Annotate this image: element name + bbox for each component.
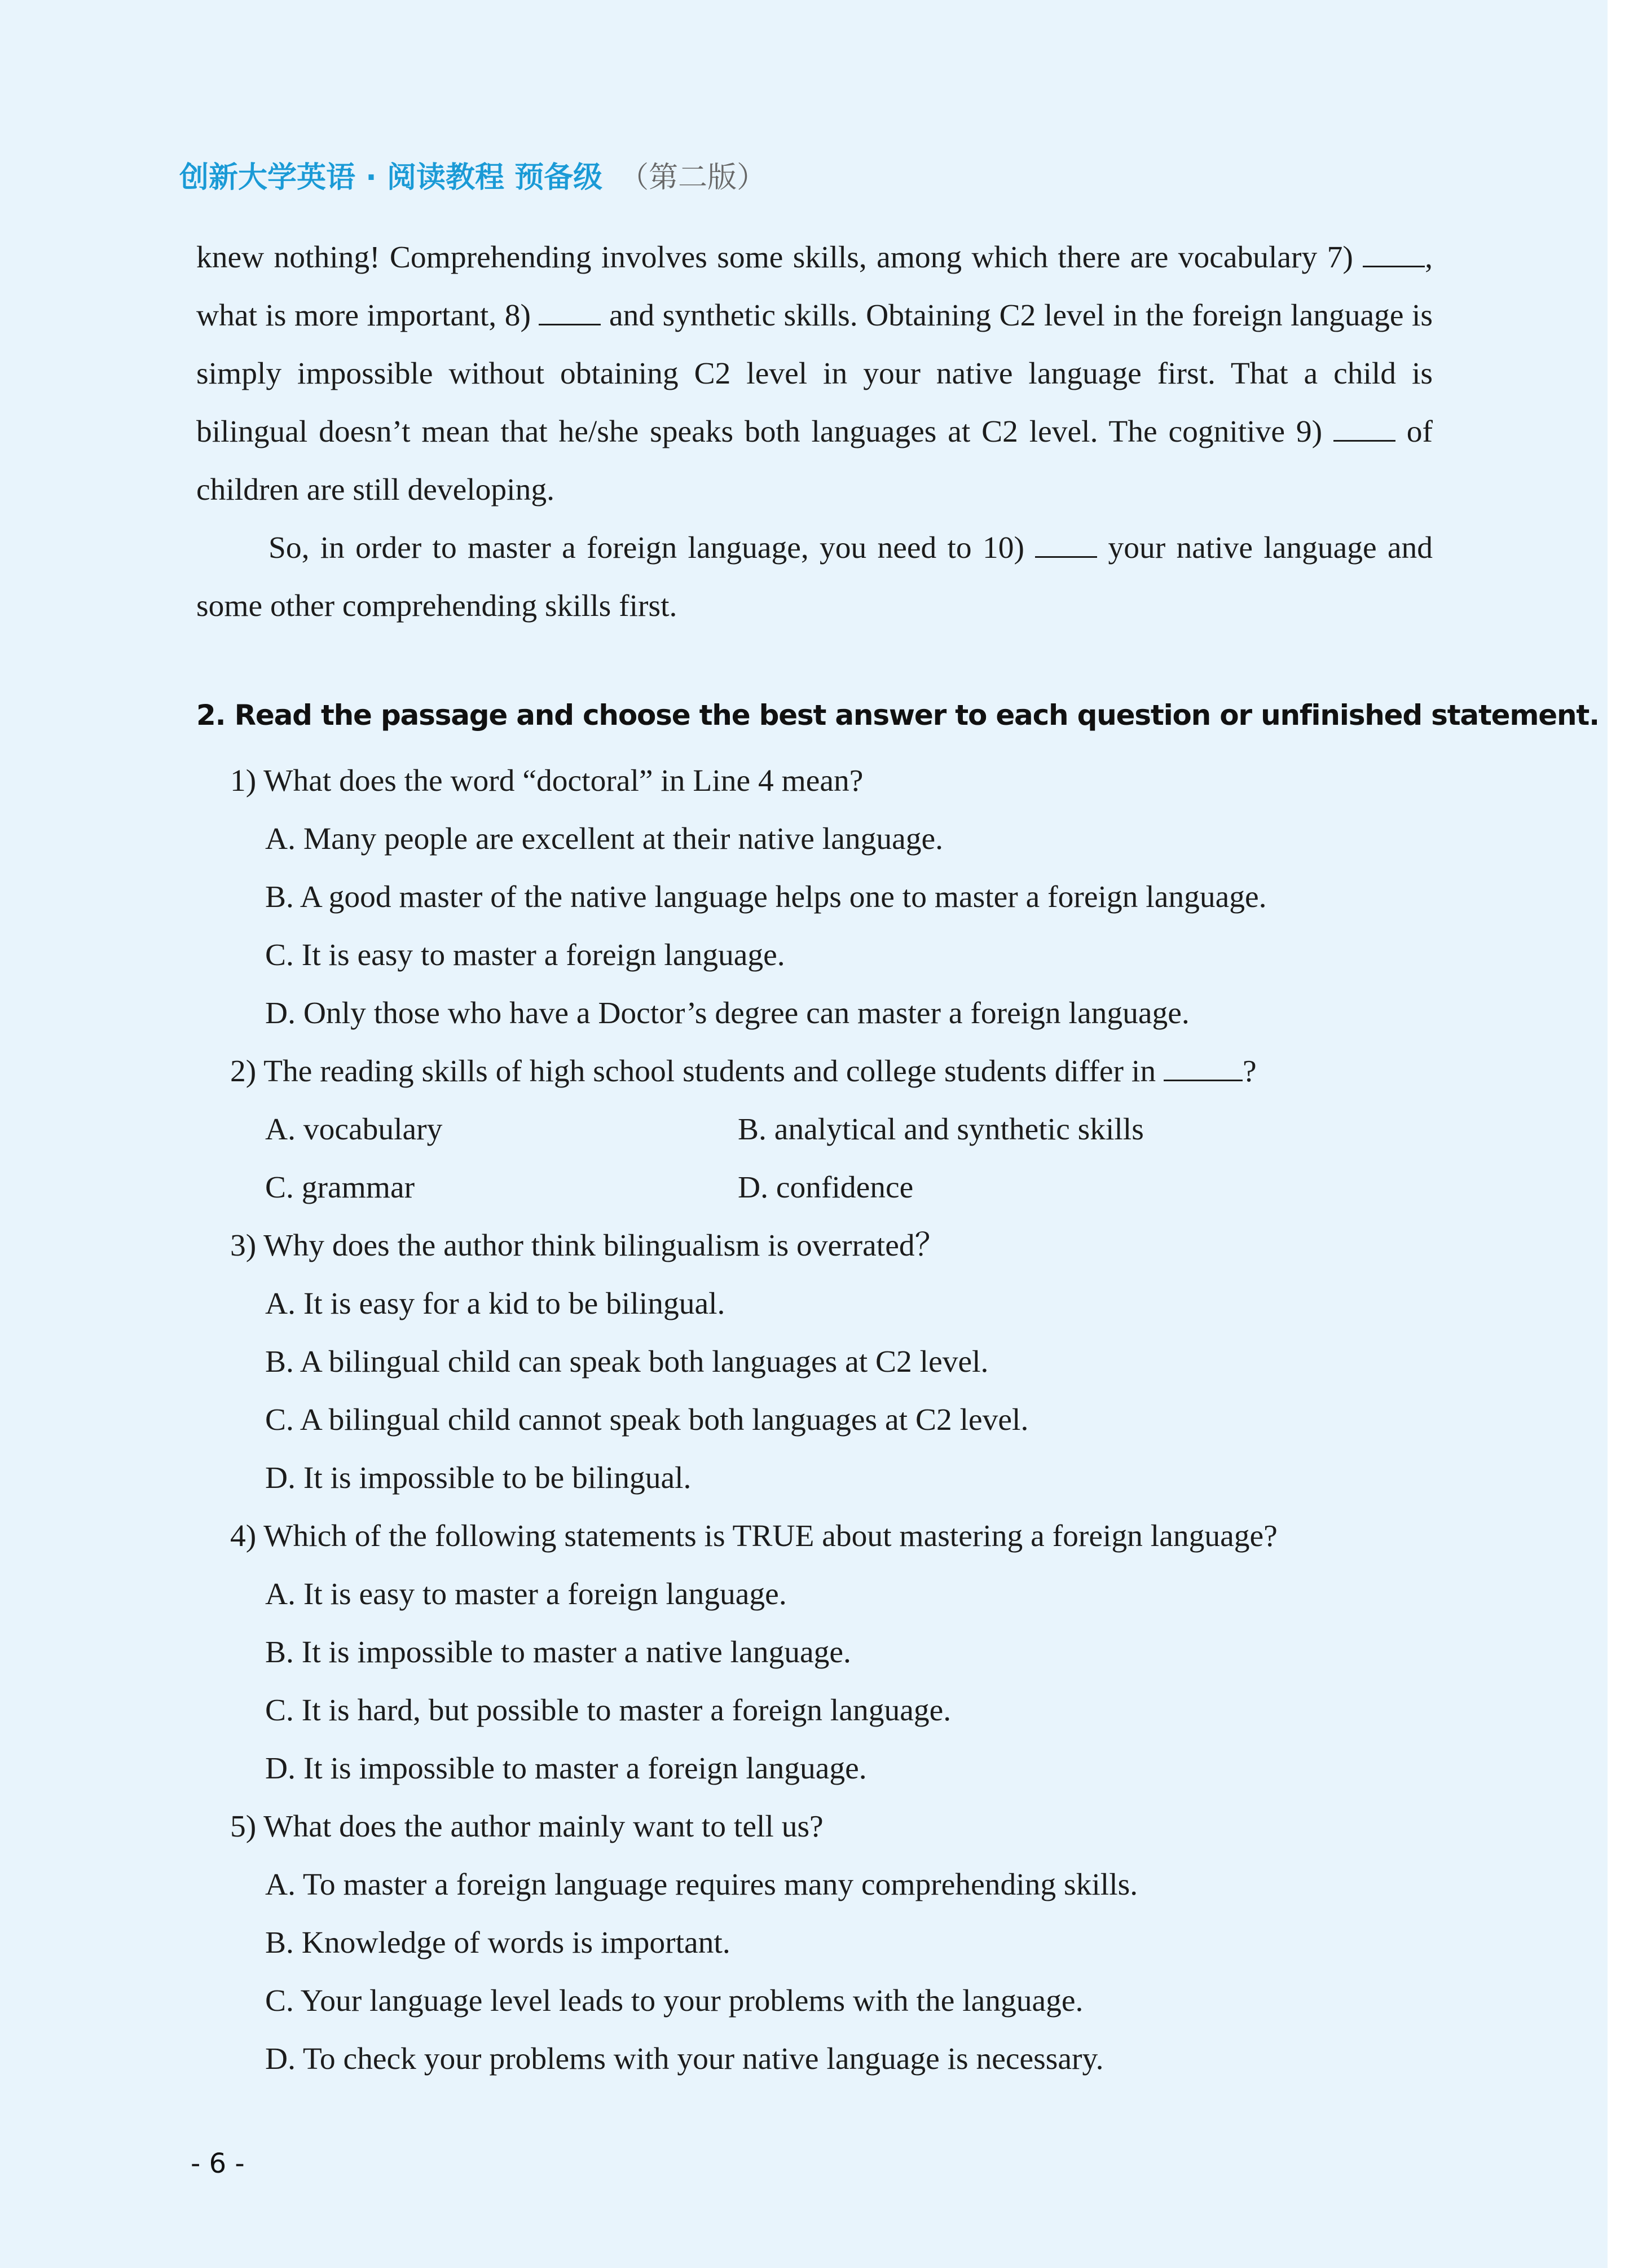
passage-text xyxy=(196,228,1433,635)
answer-option: C. Your language level leads to your problems with the language. xyxy=(265,1984,1084,2018)
answer-option: D. It is impossible to master a foreign language. xyxy=(265,1751,867,1786)
answer-option: B. A good master of the native language helps one to master a foreign language. xyxy=(265,880,1267,914)
answer-option: B. Knowledge of words is important. xyxy=(265,1926,730,1960)
answer-blank xyxy=(1164,1061,1243,1081)
answer-option: A. It is easy to master a foreign language. xyxy=(265,1577,787,1611)
question-stem xyxy=(196,1042,1437,1100)
answer-option: D. Only those who have a Doctor’s degree can master a foreign language. xyxy=(265,996,1190,1030)
edition-label: （第二版） xyxy=(619,161,767,195)
answer-option: B. analytical and synthetic skills xyxy=(738,1112,1144,1147)
answer-option: A. To master a foreign language requires many comprehending skills. xyxy=(265,1868,1138,1902)
question-stem: 1) What does the word “doctoral” in Line 4 mean? xyxy=(230,764,864,798)
page-number: - 6 - xyxy=(191,2148,245,2179)
question-stem: 4) Which of the following statements is TRUE about mastering a foreign language? xyxy=(230,1519,1278,1553)
question-stem-text: ? xyxy=(1242,1054,1257,1089)
passage-text-segment: , what is more important, 8) xyxy=(196,240,1433,333)
answer-option: B. A bilingual child can speak both languages at C2 level. xyxy=(265,1345,989,1379)
section-heading: 2. Read the passage and choose the best answer to each question or unfinished statement. xyxy=(196,699,1599,732)
answer-option: A. Many people are excellent at their native language. xyxy=(265,822,943,856)
answer-option: D. It is impossible to be bilingual. xyxy=(265,1461,692,1495)
question-list xyxy=(196,752,1437,2088)
answer-option: D. confidence xyxy=(738,1170,914,1205)
answer-option-row xyxy=(196,1100,1437,1159)
answer-blank xyxy=(1035,538,1097,558)
passage-paragraph xyxy=(196,519,1433,635)
running-header xyxy=(179,153,766,196)
passage-text-segment: your native language and some other comprehending skills first. xyxy=(196,531,1433,623)
answer-option: C. It is easy to master a foreign language. xyxy=(265,938,785,972)
answer-blank xyxy=(539,305,601,325)
passage-text-segment: and synthetic skills. Obtaining C2 level in the foreign language is simply impossible without obtaining C2 level in your native language first. That a child is bilingual doesn’t mean that he/she speaks both languages at C2 level. The cognitive 9) xyxy=(196,298,1433,449)
answer-option: D. To check your problems with your native language is necessary. xyxy=(265,2042,1104,2076)
answer-option: B. It is impossible to master a native language. xyxy=(265,1635,851,1670)
book-title: 创新大学英语 · 阅读教程 预备级 xyxy=(179,161,603,195)
passage-text-segment: of children are still developing. xyxy=(196,415,1433,507)
answer-option: C. A bilingual child cannot speak both languages at C2 level. xyxy=(265,1403,1029,1437)
question-stem: 5) What does the author mainly want to tell us? xyxy=(230,1809,824,1844)
question-stem-text: 2) The reading skills of high school students and college students differ in xyxy=(230,1054,1156,1089)
answer-option: C. It is hard, but possible to master a foreign language. xyxy=(265,1693,952,1728)
answer-blank xyxy=(1333,421,1395,442)
passage-text-segment: So, in order to master a foreign language, you need to 10) xyxy=(268,531,1024,565)
answer-option-row xyxy=(196,1159,1437,1217)
answer-option: C. grammar xyxy=(265,1170,415,1205)
passage-text-segment: knew nothing! Comprehending involves some skills, among which there are vocabulary 7) xyxy=(196,240,1353,275)
answer-option: A. vocabulary xyxy=(265,1112,443,1147)
answer-blank xyxy=(1363,247,1425,267)
question-stem: 3) Why does the author think bilingualism is overrated？ xyxy=(230,1228,946,1263)
answer-option: A. It is easy for a kid to be bilingual. xyxy=(265,1287,725,1321)
passage-paragraph xyxy=(196,228,1433,519)
